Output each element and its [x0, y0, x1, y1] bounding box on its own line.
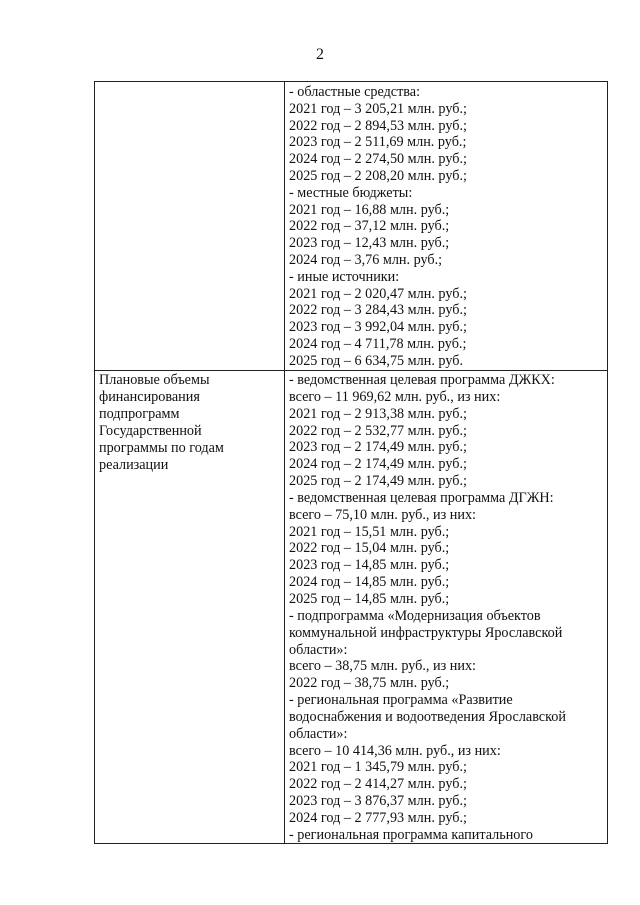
text-line: всего – 38,75 млн. руб., из них: [289, 658, 476, 675]
text-line: финансирования [99, 389, 200, 405]
text-line: 2022 год – 3 284,43 млн. руб.; [289, 302, 467, 319]
row2-left-cell [99, 372, 281, 474]
text-line: - местные бюджеты: [289, 184, 413, 201]
text-line: реализации [99, 457, 169, 473]
text-line: 2023 год – 2 511,69 млн. руб.; [289, 134, 467, 151]
text-line: 2022 год – 2 894,53 млн. руб.; [289, 117, 467, 134]
text-line: 2022 год – 2 532,77 млн. руб.; [289, 422, 467, 439]
text-line: всего – 10 414,36 млн. руб., из них: [289, 742, 501, 759]
text-line: - иные источники: [289, 268, 400, 285]
text-line: 2024 год – 3,76 млн. руб.; [289, 251, 443, 268]
text-line: 2024 год – 2 274,50 млн. руб.; [289, 151, 467, 168]
text-line: 2022 год – 37,12 млн. руб.; [289, 218, 450, 235]
text-line: 2024 год – 4 711,78 млн. руб.; [289, 335, 467, 352]
row1-right-cell [289, 84, 605, 370]
text-line: - ведомственная целевая программа ДГЖН: [289, 489, 554, 506]
text-line: 2023 год – 3 876,37 млн. руб.; [289, 793, 467, 810]
text-line: 2023 год – 12,43 млн. руб.; [289, 235, 450, 252]
text-line: 2021 год – 1 345,79 млн. руб.; [289, 759, 467, 776]
text-line: подпрограмм [99, 406, 180, 422]
row2-right-cell [289, 372, 605, 844]
column-divider [284, 82, 285, 843]
text-line: коммунальной инфраструктуры Ярославской [289, 624, 563, 641]
text-line: - ведомственная целевая программа ДЖКХ: [289, 372, 555, 388]
text-line: - областные средства: [289, 84, 421, 100]
text-line: 2025 год – 2 208,20 млн. руб.; [289, 167, 467, 184]
text-line: всего – 11 969,62 млн. руб., из них: [289, 388, 501, 405]
text-line: 2025 год – 2 174,49 млн. руб.; [289, 473, 467, 490]
text-line: 2024 год – 2 777,93 млн. руб.; [289, 809, 467, 826]
text-line: 2022 год – 15,04 млн. руб.; [289, 540, 450, 557]
text-line: 2021 год – 15,51 млн. руб.; [289, 523, 450, 540]
text-line: программы по годам [99, 440, 224, 456]
text-line: 2024 год – 2 174,49 млн. руб.; [289, 456, 467, 473]
text-line: 2024 год – 14,85 млн. руб.; [289, 574, 450, 591]
text-line: 2023 год – 2 174,49 млн. руб.; [289, 439, 467, 456]
text-line: 2025 год – 14,85 млн. руб.; [289, 590, 450, 607]
text-line: области»: [289, 641, 348, 658]
text-line: 2021 год – 16,88 млн. руб.; [289, 201, 450, 218]
text-line: всего – 75,10 млн. руб., из них: [289, 506, 476, 523]
text-line: 2021 год – 2 020,47 млн. руб.; [289, 285, 467, 302]
text-line: 2022 год – 38,75 млн. руб.; [289, 675, 450, 692]
text-line: 2023 год – 14,85 млн. руб.; [289, 557, 450, 574]
text-line: 2021 год – 3 205,21 млн. руб.; [289, 100, 467, 117]
text-line: 2025 год – 6 634,75 млн. руб. [289, 352, 464, 369]
text-line: области»: [289, 725, 348, 742]
text-line: - подпрограмма «Модернизация объектов [289, 607, 541, 624]
text-line: - региональная программа «Развитие [289, 692, 513, 709]
text-line: 2023 год – 3 992,04 млн. руб.; [289, 319, 467, 336]
text-line: Государственной [99, 423, 202, 439]
text-line: - региональная программа капитального [289, 826, 533, 843]
page-number: 2 [316, 46, 324, 63]
text-line: 2022 год – 2 414,27 млн. руб.; [289, 776, 467, 793]
row-divider [95, 370, 607, 371]
financing-table [94, 81, 608, 844]
text-line: Плановые объемы [99, 372, 210, 388]
text-line: водоснабжения и водоотведения Ярославской [289, 708, 566, 725]
text-line: 2021 год – 2 913,38 млн. руб.; [289, 405, 467, 422]
